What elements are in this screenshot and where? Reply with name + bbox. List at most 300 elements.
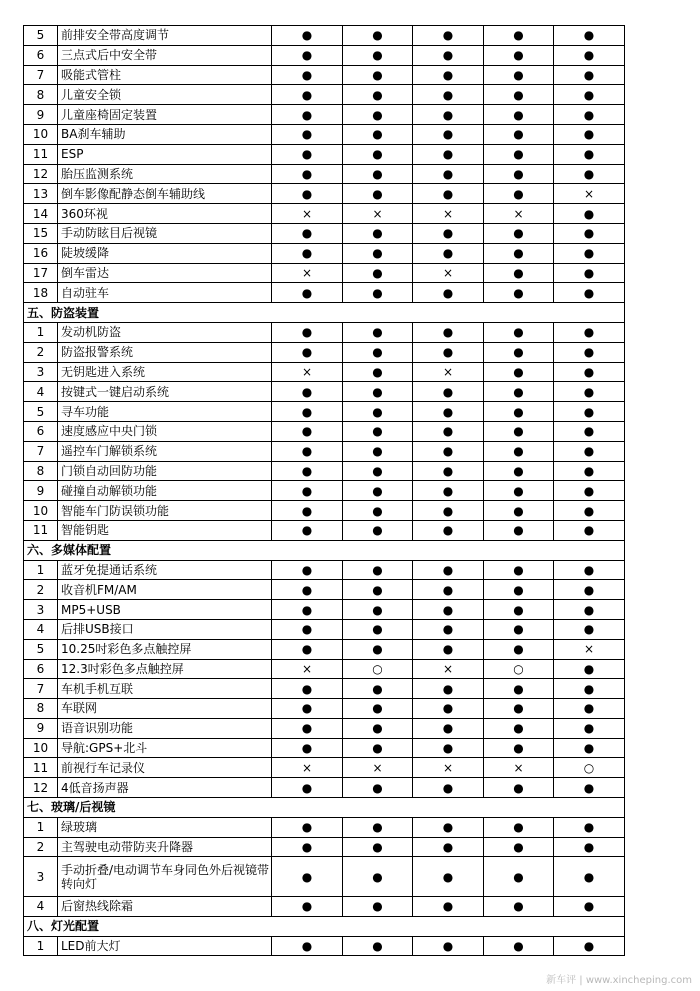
section-title: 五、防盗装置 — [24, 303, 625, 323]
standard-mark: ● — [413, 580, 484, 600]
standard-mark: ● — [554, 501, 625, 521]
standard-mark: ● — [554, 105, 625, 125]
standard-mark: ● — [413, 718, 484, 738]
row-number: 9 — [24, 481, 58, 501]
standard-mark: ● — [554, 600, 625, 620]
row-number: 16 — [24, 243, 58, 263]
standard-mark: ● — [484, 65, 554, 85]
standard-mark: ● — [343, 837, 413, 857]
standard-mark: ● — [554, 441, 625, 461]
not-available-mark: × — [554, 639, 625, 659]
standard-mark: ● — [343, 65, 413, 85]
standard-mark: ● — [413, 342, 484, 362]
table-row — [24, 857, 625, 897]
table-row — [24, 778, 625, 798]
feature-name: 智能钥匙 — [58, 520, 272, 540]
standard-mark: ● — [343, 501, 413, 521]
row-number: 5 — [24, 402, 58, 422]
table-row — [24, 263, 625, 283]
standard-mark: ● — [413, 778, 484, 798]
standard-mark: ● — [272, 679, 343, 699]
feature-name: 后窗热线除霜 — [58, 897, 272, 917]
standard-mark: ● — [554, 65, 625, 85]
standard-mark: ● — [272, 738, 343, 758]
standard-mark: ● — [413, 441, 484, 461]
not-available-mark: × — [272, 204, 343, 224]
standard-mark: ● — [272, 699, 343, 719]
standard-mark: ● — [484, 580, 554, 600]
feature-name: 发动机防盗 — [58, 322, 272, 342]
standard-mark: ● — [272, 461, 343, 481]
standard-mark: ● — [272, 560, 343, 580]
feature-name: 手动折叠/电动调节车身同色外后视镜带转向灯 — [58, 857, 272, 897]
section-title: 六、多媒体配置 — [24, 540, 625, 560]
standard-mark: ● — [484, 223, 554, 243]
standard-mark: ● — [413, 639, 484, 659]
standard-mark: ● — [272, 402, 343, 422]
table-row — [24, 362, 625, 382]
table-row — [24, 322, 625, 342]
section-header-row — [24, 540, 625, 560]
standard-mark: ● — [554, 778, 625, 798]
standard-mark: ● — [484, 441, 554, 461]
standard-mark: ● — [484, 718, 554, 738]
standard-mark: ● — [554, 421, 625, 441]
standard-mark: ● — [343, 897, 413, 917]
table-row — [24, 936, 625, 956]
table-row — [24, 441, 625, 461]
standard-mark: ● — [484, 421, 554, 441]
standard-mark: ● — [343, 402, 413, 422]
standard-mark: ● — [554, 580, 625, 600]
standard-mark: ● — [272, 342, 343, 362]
spec-table — [23, 25, 625, 956]
feature-name: 前排安全带高度调节 — [58, 26, 272, 46]
standard-mark: ● — [272, 639, 343, 659]
feature-name: 4低音扬声器 — [58, 778, 272, 798]
standard-mark: ● — [413, 600, 484, 620]
standard-mark: ● — [484, 699, 554, 719]
row-number: 6 — [24, 421, 58, 441]
standard-mark: ● — [343, 619, 413, 639]
standard-mark: ● — [343, 857, 413, 897]
standard-mark: ● — [484, 243, 554, 263]
standard-mark: ● — [484, 936, 554, 956]
feature-name: 车联网 — [58, 699, 272, 719]
standard-mark: ● — [343, 283, 413, 303]
feature-name: 主驾驶电动带防夹升降器 — [58, 837, 272, 857]
section-title: 八、灯光配置 — [24, 916, 625, 936]
not-available-mark: × — [413, 204, 484, 224]
standard-mark: ● — [484, 600, 554, 620]
standard-mark: ● — [343, 520, 413, 540]
table-row — [24, 679, 625, 699]
table-row — [24, 718, 625, 738]
standard-mark: ● — [413, 184, 484, 204]
standard-mark: ● — [554, 817, 625, 837]
standard-mark: ● — [272, 520, 343, 540]
table-row — [24, 481, 625, 501]
standard-mark: ● — [413, 65, 484, 85]
feature-name: 儿童安全锁 — [58, 85, 272, 105]
table-row — [24, 580, 625, 600]
standard-mark: ● — [343, 421, 413, 441]
standard-mark: ● — [554, 679, 625, 699]
standard-mark: ● — [554, 283, 625, 303]
row-number: 2 — [24, 342, 58, 362]
not-available-mark: × — [484, 758, 554, 778]
standard-mark: ● — [272, 144, 343, 164]
row-number: 12 — [24, 164, 58, 184]
standard-mark: ● — [413, 85, 484, 105]
standard-mark: ● — [343, 362, 413, 382]
standard-mark: ● — [272, 580, 343, 600]
standard-mark: ● — [554, 699, 625, 719]
section-header-row — [24, 916, 625, 936]
standard-mark: ● — [484, 837, 554, 857]
standard-mark: ● — [272, 65, 343, 85]
standard-mark: ● — [413, 223, 484, 243]
table-row — [24, 837, 625, 857]
table-row — [24, 619, 625, 639]
feature-name: 前视行车记录仪 — [58, 758, 272, 778]
standard-mark: ● — [413, 520, 484, 540]
feature-name: 三点式后中安全带 — [58, 45, 272, 65]
not-available-mark: × — [484, 204, 554, 224]
standard-mark: ● — [343, 85, 413, 105]
not-available-mark: × — [413, 659, 484, 679]
feature-name: MP5+USB — [58, 600, 272, 620]
row-number: 5 — [24, 26, 58, 46]
feature-name: 速度感应中央门锁 — [58, 421, 272, 441]
standard-mark: ● — [343, 342, 413, 362]
standard-mark: ● — [413, 402, 484, 422]
row-number: 18 — [24, 283, 58, 303]
table-row — [24, 461, 625, 481]
standard-mark: ● — [413, 421, 484, 441]
standard-mark: ● — [413, 837, 484, 857]
standard-mark: ● — [484, 639, 554, 659]
row-number: 11 — [24, 144, 58, 164]
standard-mark: ● — [343, 322, 413, 342]
table-row — [24, 184, 625, 204]
standard-mark: ● — [484, 362, 554, 382]
table-row — [24, 342, 625, 362]
standard-mark: ● — [272, 105, 343, 125]
feature-name: 按键式一键启动系统 — [58, 382, 272, 402]
standard-mark: ● — [484, 124, 554, 144]
standard-mark: ● — [484, 283, 554, 303]
row-number: 3 — [24, 857, 58, 897]
standard-mark: ● — [343, 26, 413, 46]
standard-mark: ● — [343, 560, 413, 580]
standard-mark: ● — [272, 164, 343, 184]
feature-name: 倒车影像配静态倒车辅助线 — [58, 184, 272, 204]
table-row — [24, 85, 625, 105]
standard-mark: ● — [484, 164, 554, 184]
optional-mark: ○ — [343, 659, 413, 679]
standard-mark: ● — [484, 26, 554, 46]
standard-mark: ● — [343, 481, 413, 501]
table-row — [24, 223, 625, 243]
standard-mark: ● — [554, 857, 625, 897]
standard-mark: ● — [343, 718, 413, 738]
feature-name: 导航:GPS+北斗 — [58, 738, 272, 758]
standard-mark: ● — [272, 124, 343, 144]
standard-mark: ● — [484, 45, 554, 65]
standard-mark: ● — [554, 382, 625, 402]
table-row — [24, 105, 625, 125]
table-row — [24, 897, 625, 917]
feature-name: 胎压监测系统 — [58, 164, 272, 184]
standard-mark: ● — [413, 481, 484, 501]
feature-name: 陡坡缓降 — [58, 243, 272, 263]
feature-name: 蓝牙免提通话系统 — [58, 560, 272, 580]
row-number: 4 — [24, 382, 58, 402]
standard-mark: ● — [343, 382, 413, 402]
table-row — [24, 817, 625, 837]
feature-name: 门锁自动回防功能 — [58, 461, 272, 481]
not-available-mark: × — [272, 362, 343, 382]
standard-mark: ● — [343, 679, 413, 699]
row-number: 6 — [24, 659, 58, 679]
standard-mark: ● — [272, 184, 343, 204]
standard-mark: ● — [272, 600, 343, 620]
feature-name: 手动防眩目后视镜 — [58, 223, 272, 243]
table-row — [24, 283, 625, 303]
row-number: 10 — [24, 738, 58, 758]
table-row — [24, 65, 625, 85]
standard-mark: ● — [484, 105, 554, 125]
standard-mark: ● — [484, 382, 554, 402]
feature-name: 自动驻车 — [58, 283, 272, 303]
standard-mark: ● — [484, 778, 554, 798]
standard-mark: ● — [272, 481, 343, 501]
table-row — [24, 124, 625, 144]
table-row — [24, 758, 625, 778]
standard-mark: ● — [272, 322, 343, 342]
table-row — [24, 639, 625, 659]
standard-mark: ● — [343, 144, 413, 164]
optional-mark: ○ — [554, 758, 625, 778]
row-number: 1 — [24, 560, 58, 580]
standard-mark: ● — [343, 243, 413, 263]
row-number: 13 — [24, 184, 58, 204]
standard-mark: ● — [272, 778, 343, 798]
standard-mark: ● — [554, 164, 625, 184]
not-available-mark: × — [272, 263, 343, 283]
feature-name: 12.3吋彩色多点触控屏 — [58, 659, 272, 679]
row-number: 8 — [24, 461, 58, 481]
standard-mark: ● — [343, 461, 413, 481]
standard-mark: ● — [413, 322, 484, 342]
standard-mark: ● — [413, 501, 484, 521]
standard-mark: ● — [413, 283, 484, 303]
row-number: 7 — [24, 65, 58, 85]
row-number: 2 — [24, 837, 58, 857]
standard-mark: ● — [272, 718, 343, 738]
standard-mark: ● — [272, 897, 343, 917]
standard-mark: ● — [554, 936, 625, 956]
row-number: 11 — [24, 520, 58, 540]
standard-mark: ● — [484, 481, 554, 501]
section-title: 七、玻璃/后视镜 — [24, 798, 625, 818]
table-row — [24, 520, 625, 540]
standard-mark: ● — [343, 164, 413, 184]
standard-mark: ● — [343, 441, 413, 461]
standard-mark: ● — [554, 738, 625, 758]
standard-mark: ● — [413, 738, 484, 758]
standard-mark: ● — [554, 342, 625, 362]
row-number: 1 — [24, 936, 58, 956]
standard-mark: ● — [343, 580, 413, 600]
standard-mark: ● — [554, 243, 625, 263]
standard-mark: ● — [413, 679, 484, 699]
table-row — [24, 45, 625, 65]
standard-mark: ● — [484, 738, 554, 758]
table-row — [24, 600, 625, 620]
standard-mark: ● — [484, 897, 554, 917]
standard-mark: ● — [484, 263, 554, 283]
feature-name: 后排USB接口 — [58, 619, 272, 639]
standard-mark: ● — [272, 817, 343, 837]
feature-name: 10.25吋彩色多点触控屏 — [58, 639, 272, 659]
standard-mark: ● — [272, 857, 343, 897]
standard-mark: ● — [343, 184, 413, 204]
row-number: 8 — [24, 85, 58, 105]
standard-mark: ● — [272, 283, 343, 303]
row-number: 12 — [24, 778, 58, 798]
standard-mark: ● — [272, 382, 343, 402]
standard-mark: ● — [554, 124, 625, 144]
feature-name: 智能车门防误锁功能 — [58, 501, 272, 521]
row-number: 7 — [24, 441, 58, 461]
standard-mark: ● — [554, 718, 625, 738]
feature-name: BA刹车辅助 — [58, 124, 272, 144]
standard-mark: ● — [484, 144, 554, 164]
row-number: 4 — [24, 897, 58, 917]
row-number: 3 — [24, 600, 58, 620]
standard-mark: ● — [343, 817, 413, 837]
section-header-row — [24, 798, 625, 818]
feature-name: 车机手机互联 — [58, 679, 272, 699]
row-number: 6 — [24, 45, 58, 65]
standard-mark: ● — [554, 402, 625, 422]
feature-name: 寻车功能 — [58, 402, 272, 422]
not-available-mark: × — [413, 758, 484, 778]
not-available-mark: × — [343, 204, 413, 224]
section-header-row — [24, 303, 625, 323]
standard-mark: ● — [272, 501, 343, 521]
row-number: 1 — [24, 817, 58, 837]
standard-mark: ● — [554, 461, 625, 481]
standard-mark: ● — [484, 322, 554, 342]
feature-name: 语音识别功能 — [58, 718, 272, 738]
row-number: 5 — [24, 639, 58, 659]
standard-mark: ● — [413, 699, 484, 719]
row-number: 9 — [24, 105, 58, 125]
standard-mark: ● — [413, 560, 484, 580]
standard-mark: ● — [413, 619, 484, 639]
standard-mark: ● — [554, 223, 625, 243]
row-number: 8 — [24, 699, 58, 719]
standard-mark: ● — [343, 936, 413, 956]
standard-mark: ● — [413, 817, 484, 837]
standard-mark: ● — [484, 520, 554, 540]
standard-mark: ● — [484, 857, 554, 897]
row-number: 2 — [24, 580, 58, 600]
standard-mark: ● — [272, 421, 343, 441]
row-number: 11 — [24, 758, 58, 778]
standard-mark: ● — [484, 817, 554, 837]
row-number: 10 — [24, 501, 58, 521]
table-row — [24, 204, 625, 224]
not-available-mark: × — [554, 184, 625, 204]
standard-mark: ● — [413, 461, 484, 481]
feature-name: 遥控车门解锁系统 — [58, 441, 272, 461]
standard-mark: ● — [413, 144, 484, 164]
standard-mark: ● — [554, 26, 625, 46]
standard-mark: ● — [484, 619, 554, 639]
standard-mark: ● — [413, 105, 484, 125]
table-row — [24, 402, 625, 422]
table-row — [24, 421, 625, 441]
standard-mark: ● — [272, 45, 343, 65]
standard-mark: ● — [413, 382, 484, 402]
standard-mark: ● — [272, 619, 343, 639]
standard-mark: ● — [413, 243, 484, 263]
standard-mark: ● — [413, 124, 484, 144]
standard-mark: ● — [484, 342, 554, 362]
feature-name: ESP — [58, 144, 272, 164]
feature-name: 倒车雷达 — [58, 263, 272, 283]
standard-mark: ● — [484, 184, 554, 204]
standard-mark: ● — [484, 501, 554, 521]
standard-mark: ● — [413, 26, 484, 46]
standard-mark: ● — [343, 263, 413, 283]
table-row — [24, 699, 625, 719]
standard-mark: ● — [554, 204, 625, 224]
standard-mark: ● — [554, 144, 625, 164]
table-row — [24, 659, 625, 679]
table-row — [24, 164, 625, 184]
table-row — [24, 144, 625, 164]
standard-mark: ● — [554, 322, 625, 342]
standard-mark: ● — [484, 461, 554, 481]
standard-mark: ● — [343, 778, 413, 798]
standard-mark: ● — [554, 659, 625, 679]
standard-mark: ● — [413, 164, 484, 184]
row-number: 7 — [24, 679, 58, 699]
standard-mark: ● — [272, 441, 343, 461]
table-row — [24, 26, 625, 46]
feature-name: 防盗报警系统 — [58, 342, 272, 362]
standard-mark: ● — [484, 85, 554, 105]
standard-mark: ● — [343, 45, 413, 65]
standard-mark: ● — [554, 897, 625, 917]
row-number: 4 — [24, 619, 58, 639]
standard-mark: ● — [484, 679, 554, 699]
standard-mark: ● — [484, 402, 554, 422]
feature-name: 碰撞自动解锁功能 — [58, 481, 272, 501]
standard-mark: ● — [484, 560, 554, 580]
standard-mark: ● — [343, 738, 413, 758]
standard-mark: ● — [343, 105, 413, 125]
not-available-mark: × — [413, 362, 484, 382]
optional-mark: ○ — [484, 659, 554, 679]
standard-mark: ● — [554, 619, 625, 639]
table-row — [24, 501, 625, 521]
